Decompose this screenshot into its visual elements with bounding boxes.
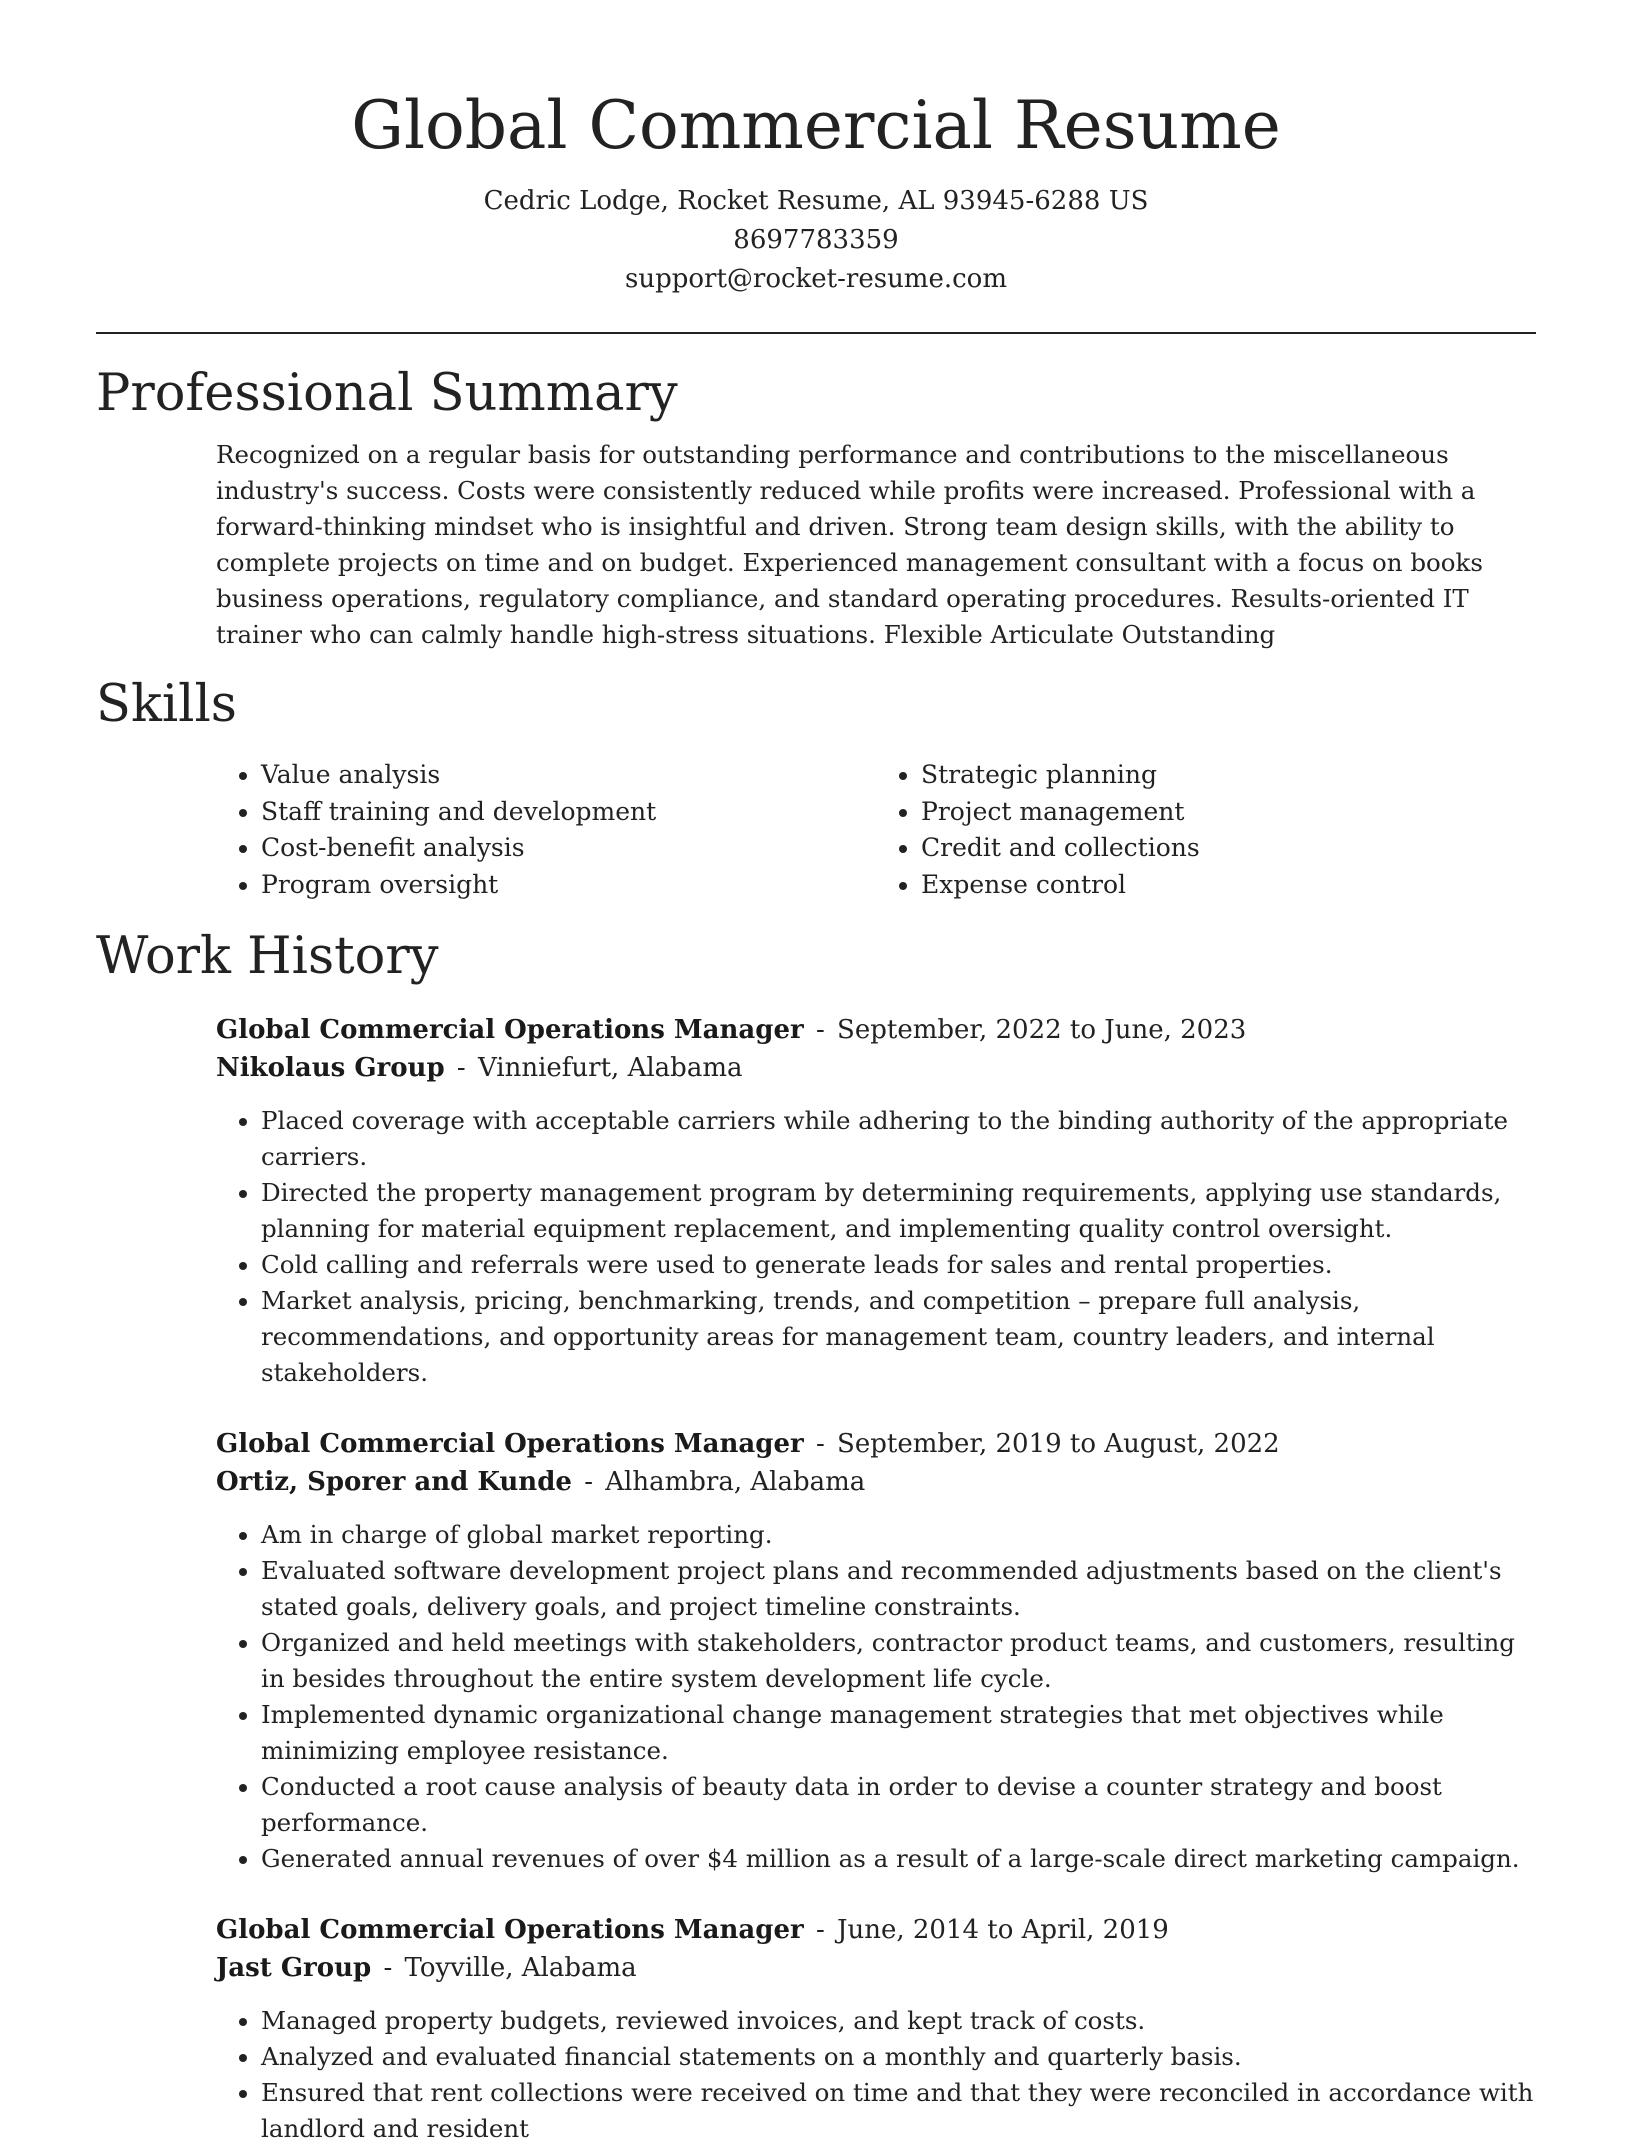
job-bullet: • Ensured that rent collections were received on time and that they were reconciled in accordance with landlord and resident xyxy=(261,2075,1536,2147)
contact-block xyxy=(96,182,1536,299)
job-title-line xyxy=(216,1911,1536,1949)
job-title: Global Commercial Operations Manager xyxy=(216,1429,804,1459)
skill-item: • Expense control xyxy=(921,867,1536,904)
job-separator: - xyxy=(815,1015,825,1045)
resume-header xyxy=(96,0,1536,299)
skill-item: • Staff training and development xyxy=(261,794,876,831)
job-title-line xyxy=(216,1425,1536,1463)
job-bullet: • Placed coverage with acceptable carriers while adhering to the binding authority of the appropriate carriers. xyxy=(261,1103,1536,1175)
job-bullet: • Conducted a root cause analysis of beauty data in order to devise a counter strategy and boost performance. xyxy=(261,1769,1536,1841)
job-bullet: • Implemented dynamic organizational change management strategies that met objectives while minimizing employee resistance. xyxy=(261,1697,1536,1769)
contact-phone: 8697783359 xyxy=(733,225,899,255)
job-title: Global Commercial Operations Manager xyxy=(216,1915,804,1945)
work-history-section xyxy=(96,925,1536,2147)
job-bullet: • Managed property budgets, reviewed invoices, and kept track of costs. xyxy=(261,2003,1536,2039)
job-bullet: • Market analysis, pricing, benchmarking, trends, and competition – prepare full analysis, recommendations, and opportunity areas for management team, country leaders, and internal stakeholders. xyxy=(261,1283,1536,1391)
job-bullet: • Cold calling and referrals were used to generate leads for sales and rental properties. xyxy=(261,1247,1536,1283)
skill-item: • Project management xyxy=(921,794,1536,831)
skills-column-right xyxy=(876,757,1536,903)
job-entry xyxy=(216,1425,1536,1877)
summary-text: Recognized on a regular basis for outstanding performance and contributions to the miscellaneous industry's success. Costs were consistently reduced while profits were increased. Professional with a forward-thinking mindset who is insightful and driven. Strong team design skills, with the ability to complete projects on time and on budget. Experienced management consultant with a focus on books business operations, regulatory compliance, and standard operating procedures. Results-oriented IT trainer who can calmly handle high-stress situations. Flexible Articulate Outstanding xyxy=(216,440,1483,649)
job-company: Nikolaus Group xyxy=(216,1053,445,1083)
job-location: Vinniefurt, Alabama xyxy=(477,1053,743,1083)
skill-item: • Credit and collections xyxy=(921,830,1536,867)
job-bullets xyxy=(216,1517,1536,1877)
job-company: Jast Group xyxy=(216,1953,372,1983)
contact-email: support@rocket-resume.com xyxy=(624,264,1007,294)
job-bullets xyxy=(216,1103,1536,1391)
job-separator: - xyxy=(815,1915,825,1945)
job-title-line xyxy=(216,1011,1536,1049)
job-bullet: • Organized and held meetings with stakeholders, contractor product teams, and customers, resulting in besides throughout the entire system development life cycle. xyxy=(261,1625,1536,1697)
job-location: Toyville, Alabama xyxy=(404,1953,637,1983)
summary-heading: Professional Summary xyxy=(96,364,678,423)
skills-heading: Skills xyxy=(96,675,237,734)
job-company-line xyxy=(216,1049,1536,1087)
summary-section xyxy=(96,362,1536,653)
job-separator: - xyxy=(456,1053,466,1083)
skill-item: • Cost-benefit analysis xyxy=(261,830,876,867)
resume-page xyxy=(96,0,1536,2147)
job-dates: June, 2014 to April, 2019 xyxy=(837,1915,1169,1945)
resume-title: Global Commercial Resume xyxy=(351,87,1281,164)
job-separator: - xyxy=(815,1429,825,1459)
contact-address: Cedric Lodge, Rocket Resume, AL 93945-6288 US xyxy=(483,186,1149,216)
job-title: Global Commercial Operations Manager xyxy=(216,1015,804,1045)
job-company: Ortiz, Sporer and Kunde xyxy=(216,1467,572,1497)
header-divider xyxy=(96,332,1536,334)
job-location: Alhambra, Alabama xyxy=(605,1467,866,1497)
job-dates: September, 2022 to June, 2023 xyxy=(837,1015,1247,1045)
job-company-line xyxy=(216,1949,1536,1987)
job-bullet: • Directed the property management program by determining requirements, applying use standards, planning for material equipment replacement, and implementing quality control oversight. xyxy=(261,1175,1536,1247)
job-bullet: • Analyzed and evaluated financial statements on a monthly and quarterly basis. xyxy=(261,2039,1536,2075)
skill-item: • Program oversight xyxy=(261,867,876,904)
job-bullet: • Evaluated software development project plans and recommended adjustments based on the client's stated goals, delivery goals, and project timeline constraints. xyxy=(261,1553,1536,1625)
job-separator: - xyxy=(383,1953,393,1983)
job-bullet: • Generated annual revenues of over $4 million as a result of a large-scale direct marketing campaign. xyxy=(261,1841,1536,1877)
skills-section xyxy=(96,673,1536,903)
job-bullet: • Am in charge of global market reporting. xyxy=(261,1517,1536,1553)
job-company-line xyxy=(216,1463,1536,1501)
job-separator: - xyxy=(584,1467,593,1497)
job-bullets xyxy=(216,2003,1536,2147)
skills-column-left xyxy=(216,757,876,903)
skill-item: • Value analysis xyxy=(261,757,876,794)
job-entry xyxy=(216,1011,1536,1391)
skills-grid xyxy=(216,757,1536,903)
skill-item: • Strategic planning xyxy=(921,757,1536,794)
job-dates: September, 2019 to August, 2022 xyxy=(837,1429,1280,1459)
work-history-heading: Work History xyxy=(96,927,439,986)
